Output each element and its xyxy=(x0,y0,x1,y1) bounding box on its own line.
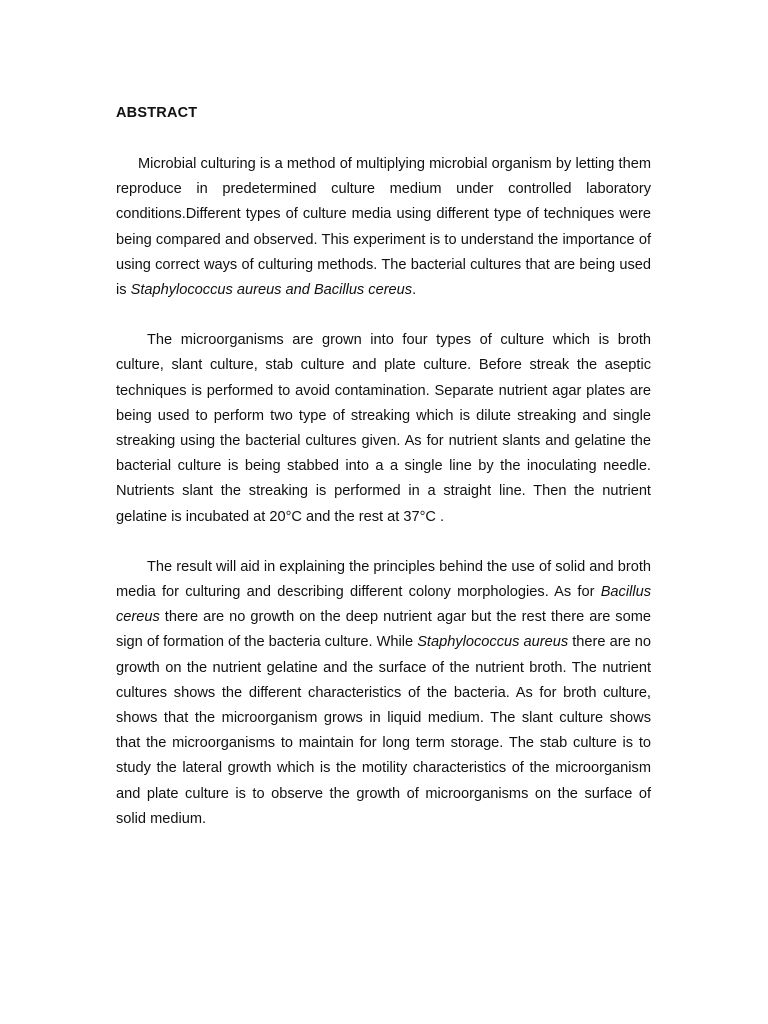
paragraph-text: The result will aid in explaining the principles behind the use of solid and broth media for culturing and describing different colony morphologies. As for xyxy=(116,558,651,601)
paragraph-text: Microbial culturing is a method of multiplying microbial organism by letting them reproduce in predetermined culture medium under controlled laboratory conditions.Different types of culture media using different type of techniques were being compared and observed. This experiment is to understand the importance of using correct ways of culturing methods. The bacterial cultures that are being used is xyxy=(116,156,651,299)
document-page xyxy=(116,103,651,832)
abstract-paragraph-2 xyxy=(116,328,651,530)
abstract-paragraph-3 xyxy=(116,555,651,832)
paragraph-text: The microorganisms are grown into four types of culture which is broth culture, slant culture, stab culture and plate culture. Before streak the aseptic techniques is performed to avoid contamination. Separate nutrient agar plates are being used to perform two type of streaking which is dilute streaking and single streaking using the bacterial cultures given. As for nutrient slants and gelatine the bacterial culture is being stabbed into a a single line by the inoculating needle. Nutrients slant the streaking is performed in a straight line. Then the nutrient gelatine is incubated at 20°C and the rest at 37°C . xyxy=(116,332,651,525)
species-names: Staphylococcus aureus and Bacillus cereus xyxy=(130,282,413,299)
species-name-staphylococcus: Staphylococcus aureus xyxy=(417,634,569,651)
abstract-heading: ABSTRACT xyxy=(116,105,198,121)
abstract-paragraph-1 xyxy=(116,152,651,303)
paragraph-text: there are no growth on the deep nutrient agar but the rest there are some sign of formation of the bacteria culture. While xyxy=(116,609,651,651)
species-name-bacillus: Bacillus cereus xyxy=(116,584,651,626)
paragraph-end: . xyxy=(412,282,417,299)
paragraph-text: there are no growth on the nutrient gelatine and the surface of the nutrient broth. The nutrient cultures shows the different characteristics of the bacteria. As for broth culture, shows that the microorganism grows in liquid medium. The slant culture shows that the microorganisms to maintain for long term storage. The stab culture is to study the lateral growth which is the motility characteristics of the microorganism and plate culture is to observe the growth of microorganisms on the surface of solid medium. xyxy=(116,634,651,827)
